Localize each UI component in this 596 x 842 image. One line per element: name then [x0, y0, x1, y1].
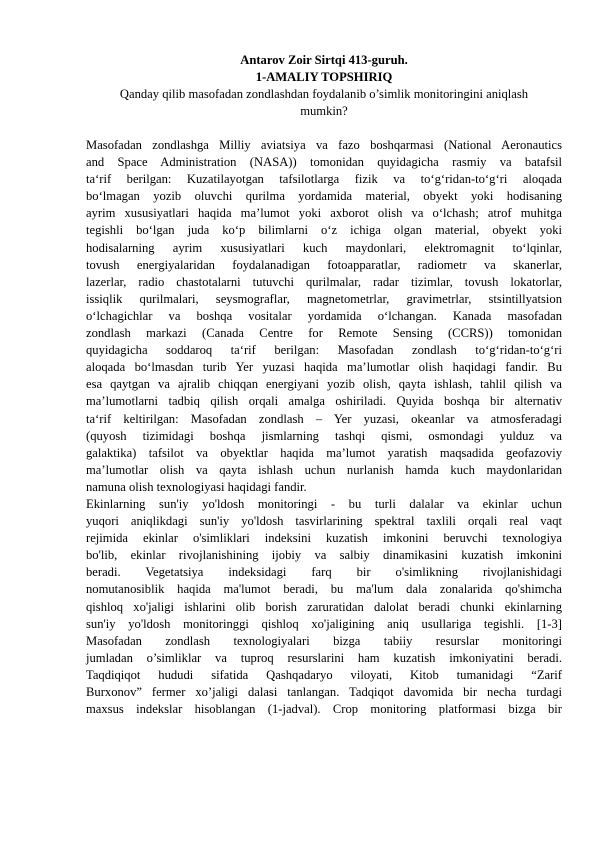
question-line-1: Qanday qilib masofadan zondlashdan foydalanib o’simlik monitoringini aniqlash [119, 87, 529, 101]
document-page [86, 52, 562, 718]
body-line: esa qaytgan va ajralib chiqqan energiyani yozib olish, qayta ishlash, tahlil qilish va [86, 377, 562, 392]
body-line: Taqdiqiqot hududi sifatida Qashqadaryo viloyati, Kitob tumanidagi “Zarif [86, 667, 562, 682]
body-line: ma’lumotlarni tadbiq qilish orqali amalga oshiriladi. Quyida boshqa bir alternativ [86, 394, 562, 409]
body-line: nomutanosiblik haqida ma'lumot beradi, bu ma'lum dala zonalarida qo'shimcha [86, 582, 562, 597]
body-line: namuna olish texnologiyasi haqidagi fandir. [86, 479, 307, 494]
body-line: yuqori aniqlikdagi sun'iy yo'ldosh tasvirlarining spektral taxlili orqali real vaqt [86, 514, 562, 529]
body-line: and Space Administration (NASA)) tomonidan quyidagicha rasmiy va batafsil [86, 155, 562, 170]
paragraph-gap [86, 120, 562, 137]
body-line: issiqlik qurilmalari, seysmograflar, magnetometrlar, gravimetrlar, stsintillyatsion [86, 291, 562, 306]
body-line: Masofadan zondlash texnologiyalari bizga tabiiy resurslar monitoringi [86, 633, 562, 648]
body-line: tovush energiyalaridan foydalanadigan fotoapparatlar, radiometr va skanerlar, [86, 257, 562, 272]
body-line: tegishli bo‘lgan juda ko‘p bilimlarni o‘z ichiga olgan material, obyekt yoki [86, 223, 562, 238]
body-line: hodisalarning ayrim xususiyatlari kuch maydonlari, elektromagnit to‘lqinlar, [86, 240, 562, 255]
body-line: Ekinlarning sun'iy yo'ldosh monitoringi - bu turli dalalar va ekinlar uchun [86, 496, 562, 511]
document-header [86, 52, 562, 120]
body-line: ta‘rif keltirilgan: Masofadan zondlash – Yer yuzasi, okeanlar va atmosferadagi [86, 411, 562, 426]
body-line: sun'iy yo'ldosh monitoringgi qishloq xo'jaligining aniq usullariga tegishli. [1-3] [86, 616, 562, 631]
body-line: o‘lchagichlar va boshqa vositalar yordamida o‘lchangan. Kanada masofadan [86, 308, 562, 323]
question-line-2: mumkin? [300, 104, 348, 118]
body-line: ayrim xususiyatlari haqida ma’lumot yoki axborot olish va o‘lchash; atrof muhitga [86, 206, 562, 221]
body-line: bo'lib, ekinlar rivojlanishining ijobiy va salbiy dinamikasini kuzatish imkonini [86, 548, 562, 563]
body-text [86, 137, 562, 718]
body-line: rejimida ekinlar o'simliklari indeksini kuzatish imkonini beruvchi texnologiya [86, 531, 562, 546]
author-line: Antarov Zoir Sirtqi 413-guruh. [240, 53, 408, 67]
body-line: beradi. Vegetatsiya indeksidagi farq bir o'simlikning rivojlanishidagi [86, 565, 562, 580]
body-line: ma’lumotlar olish va qayta ishlash uchun nurlanish hamda kuch maydonlaridan [86, 462, 562, 477]
body-line: bo‘lmagan yozib oluvchi qurilma yordamida material, obyekt yoki hodisaning [86, 189, 562, 204]
body-line: quyidagicha soddaroq ta‘rif berilgan: Masofadan zondlash to‘g‘ridan-to‘g‘ri [86, 343, 562, 358]
body-line: Burxonov” fermer xo’jaligi dalasi tanlangan. Tadqiqot davomida bir necha turdagi [86, 685, 562, 699]
body-line: lazerlar, radio chastotalarni tutuvchi qurilmalar, radar tizimlar, tovush lokatorlar, [86, 274, 562, 289]
body-line: aloqada bo‘lmasdan turib Yer yuzasi haqida ma’lumotlar olish haqidagi fandir. Bu [86, 360, 562, 375]
body-line: qishloq xo'jaligi ishlarini olib borish zaruratidan dalolat beradi chunki ekinlarning [86, 599, 562, 614]
body-line: ta‘rif berilgan: Kuzatilayotgan tafsilotlarga fizik va to‘g‘ridan-to‘g‘ri aloqada [86, 172, 562, 187]
body-line: Masofadan zondlashga Milliy aviatsiya va fazo boshqarmasi (National Aeronautics [86, 138, 562, 152]
body-line: jumladan o’simliklar va tuproq resurslarini ham kuzatish imkoniyatini beradi. [86, 650, 562, 665]
body-line: galaktika) tafsilot va obyektlar haqida ma’lumot yaratish maqsadida geofazoviy [86, 445, 562, 460]
document-title: 1-AMALIY TOPSHIRIQ [255, 70, 393, 84]
body-line: maxsus indekslar hisoblangan (1-jadval). Crop monitoring platformasi bizga bir [86, 702, 562, 717]
body-line: (quyosh tizimidagi boshqa jismlarning tashqi qismi, osmondagi yulduz va [86, 428, 562, 443]
body-line: zondlash markazi (Canada Centre for Remote Sensing (CCRS)) tomonidan [86, 326, 562, 341]
